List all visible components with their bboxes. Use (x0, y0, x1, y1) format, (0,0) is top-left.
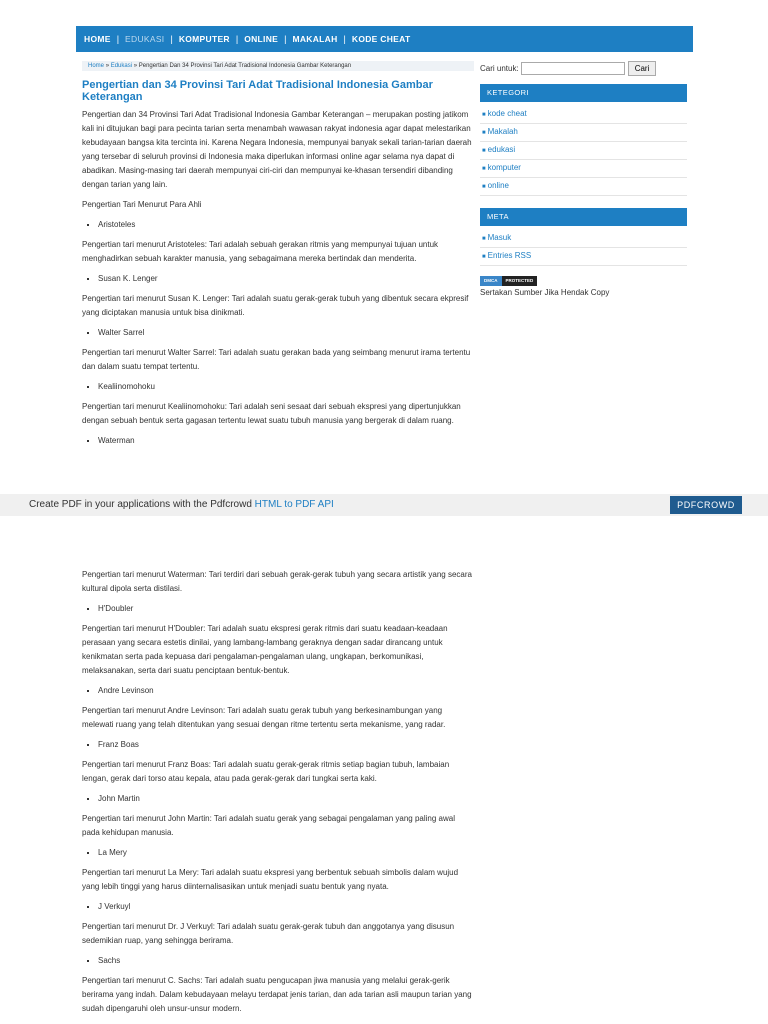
top-nav (76, 26, 693, 52)
expert-definition: Pengertian tari menurut Dr. J Verkuyl: Tari adalah suatu gerak-gerak tubuh dan anggotanya yang disusun sedemikian ruap, yang sehingga berirama. (82, 922, 455, 945)
expert-definition: Pengertian tari menurut Andre Levinson: Tari adalah suatu gerak tubuh yang berkesinambungan yang melewati ruang yang telah ditentukan yang sesuai dengan ritme tertentu serta mekanisme, yang radar. (82, 706, 446, 729)
breadcrumb-separator: » (105, 63, 110, 69)
nav-kode-cheat[interactable]: KODE CHEAT (351, 34, 411, 44)
article-subheading: Pengertian Tari Menurut Para Ahli (82, 200, 202, 209)
meta-item (480, 230, 687, 248)
search-form (480, 60, 687, 76)
nav-separator: | (235, 34, 239, 44)
expert-name: ▪ La Mery (98, 846, 474, 860)
expert-name: ▪ Andre Levinson (98, 684, 474, 698)
expert-list (82, 954, 474, 968)
expert-list (82, 326, 474, 340)
nav-separator: | (116, 34, 120, 44)
category-link-komputer[interactable]: komputer (487, 163, 521, 172)
meta-link-masuk[interactable]: Masuk (487, 233, 512, 242)
expert-name: ▪ H'Doubler (98, 602, 474, 616)
meta-item (480, 248, 687, 266)
square-bullet-icon: ■ (482, 130, 486, 136)
article-body-page1 (82, 108, 474, 454)
expert-name: ▪ Waterman (98, 434, 474, 448)
breadcrumb-current: Pengertian Dan 34 Provinsi Tari Adat Tradisional Indonesia Gambar Keterangan (138, 63, 352, 69)
dmca-badge-left: DMCA (480, 276, 502, 286)
expert-definition: Pengertian tari menurut John Martin: Tari adalah suatu gerak yang sebagai pengalaman yang paling awal pada kehidupan manusia. (82, 814, 455, 837)
square-bullet-icon: ■ (482, 112, 486, 118)
breadcrumb-home-link[interactable]: Home (88, 63, 105, 69)
article-body-page2 (82, 568, 474, 1022)
search-button[interactable]: Cari (628, 61, 657, 76)
expert-definition: Pengertian tari menurut Kealiinomohoku: Tari adalah seni sesaat dari sebuah ekspresi yang dipertunjukkan dengan sebuah bentuk serta gagasan tertentu lewat suatu tubuh manusia yang bergerak di dalam ruang. (82, 402, 461, 425)
category-item (480, 178, 687, 196)
dmca-badge-right: PROTECTED (502, 276, 538, 286)
expert-list (82, 792, 474, 806)
categories-widget-title: KETEGORI (480, 84, 687, 102)
expert-name: ▪ Susan K. Lenger (98, 272, 474, 286)
expert-name: ▪ Sachs (98, 954, 474, 968)
article-intro: Pengertian dan 34 Provinsi Tari Adat Tradisional Indonesia Gambar Keterangan – merupakan posting jatikom kali ini ditujukan bagi para pecinta tarian serta menambah wawasan rakyat indonesia agar dapat melestarikan kebudayaan bangsa kita tercinta ini. Karena Negara Indonesia, mempunyai banyak sekali tarian-tarian daerah yang tersebar di seluruh provinsi di Indonesia maka diperlukan informasi online agar selama nya dapat di abadikan. Masing-masing tari daerah mempunyai ciri-ciri dan mempunyai ke-khasan tersendiri dibanding dengan tarian yang lain. (82, 110, 472, 189)
expert-name: ▪ J Verkuyl (98, 900, 474, 914)
category-item (480, 160, 687, 178)
square-bullet-icon: ■ (482, 254, 486, 260)
meta-rss-abbr[interactable]: RSS (514, 251, 532, 260)
search-label: Cari untuk: (480, 63, 519, 73)
pdfcrowd-text: Create PDF in your applications with the Pdfcrowd (29, 499, 252, 510)
expert-list (82, 218, 474, 232)
category-item (480, 124, 687, 142)
expert-name: ▪ Kealiinomohoku (98, 380, 474, 394)
expert-name: ▪ John Martin (98, 792, 474, 806)
category-link-kode-cheat[interactable]: kode cheat (487, 109, 527, 118)
category-link-makalah[interactable]: Makalah (487, 127, 518, 136)
category-link-online[interactable]: online (487, 181, 509, 190)
expert-list (82, 738, 474, 752)
search-input[interactable] (521, 62, 625, 75)
categories-list (480, 106, 687, 196)
expert-definition: Pengertian tari menurut H'Doubler: Tari adalah suatu ekspresi gerak ritmis dari suatu keadaan-keadaan perasaan yang secara estetis dinilai, yang lambang-lambang geraknya dengan sadar dirancang untuk kenikmatan serta pada kepuasa dari pengalaman-pengalaman ulang, ungkapan, berkomunikasi, melaksanakan, serta dari suatu penciptaan bentuk-bentuk. (82, 624, 448, 675)
square-bullet-icon: ■ (482, 184, 486, 190)
expert-definition: Pengertian tari menurut Susan K. Lenger: Tari adalah suatu gerak-gerak tubuh yang dibentuk secara ekpresif yang diciptakan manusia untuk bisa dinikmati. (82, 294, 469, 317)
category-link-edukasi[interactable]: edukasi (487, 145, 516, 154)
nav-separator: | (284, 34, 287, 44)
nav-edukasi[interactable]: EDUKASI (125, 34, 165, 44)
nav-separator: | (170, 34, 173, 44)
expert-list (82, 684, 474, 698)
source-note: Sertakan Sumber Jika Hendak Copy (480, 288, 610, 297)
meta-widget-title: META (480, 208, 687, 226)
nav-makalah[interactable]: MAKALAH (292, 34, 338, 44)
category-item (480, 142, 687, 160)
expert-list (82, 846, 474, 860)
nav-home[interactable]: HOME (84, 34, 111, 44)
pdfcrowd-api-link[interactable]: HTML to PDF API (254, 499, 334, 510)
expert-definition: Pengertian tari menurut Walter Sarrel: Tari adalah suatu gerakan bada yang seimbang menurut irama tertentu dan dalam suatu tempat tertentu. (82, 348, 471, 371)
square-bullet-icon: ■ (482, 166, 486, 172)
expert-definition: Pengertian tari menurut Aristoteles: Tari adalah sebuah gerakan ritmis yang mempunyai tujuan untuk menghadirkan sebuah karakter manusia, yang sebagaimana mereka bertindak dan menderita. (82, 240, 439, 263)
expert-definition: Pengertian tari menurut C. Sachs: Tari adalah suatu pengucapan jiwa manusia yang melalui gerak-gerik berirama yang indah. Dalam kebudayaan melayu terdapat jenis tarian, dan ada tarian asli maupun tarian yang sudah dipengaruhi oleh unsur-unsur modern. (82, 976, 472, 1013)
article-title[interactable]: Pengertian dan 34 Provinsi Tari Adat Tradisional Indonesia Gambar Keterangan (82, 79, 433, 103)
expert-list (82, 380, 474, 394)
pdfcrowd-banner (0, 494, 768, 516)
breadcrumb (82, 61, 474, 71)
expert-list (82, 434, 474, 448)
expert-list (82, 272, 474, 286)
breadcrumb-category-link[interactable]: Edukasi (110, 63, 133, 69)
meta-list (480, 230, 687, 266)
expert-list (82, 602, 474, 616)
nav-online[interactable]: ONLINE (244, 34, 279, 44)
pdfcrowd-text-wrap (29, 494, 334, 516)
pdfcrowd-button[interactable]: PDFCROWD (670, 496, 742, 514)
square-bullet-icon: ■ (482, 148, 486, 154)
expert-list (82, 900, 474, 914)
expert-definition: Pengertian tari menurut Waterman: Tari terdiri dari sebuah gerak-gerak tubuh yang secara artistik yang secara kultural dipola serta distilasi. (82, 570, 472, 593)
expert-name: ▪ Franz Boas (98, 738, 474, 752)
sidebar (480, 60, 687, 297)
meta-link-entries[interactable]: Entries (487, 251, 513, 260)
expert-name: ▪ Walter Sarrel (98, 326, 474, 340)
nav-komputer[interactable]: KOMPUTER (178, 34, 230, 44)
square-bullet-icon: ■ (482, 236, 486, 242)
nav-separator: | (343, 34, 346, 44)
expert-definition: Pengertian tari menurut Franz Boas: Tari adalah suatu gerak-gerak ritmis setiap bagian tubuh, lambaian lengan, gerak dari torso atau kepala, atau pada gerak-gerak dari tungkai serta kaki. (82, 760, 450, 783)
dmca-badge[interactable] (480, 276, 687, 286)
category-item (480, 106, 687, 124)
expert-name: ▪ Aristoteles (98, 218, 474, 232)
expert-definition: Pengertian tari menurut La Mery: Tari adalah suatu ekspresi yang berbentuk sebuah simbolis dalam wujud yang lebih tinggi yang harus diinternalisasikan untuk menjadi suatu bentuk yang nyata. (82, 868, 459, 891)
breadcrumb-separator: » (133, 63, 138, 69)
